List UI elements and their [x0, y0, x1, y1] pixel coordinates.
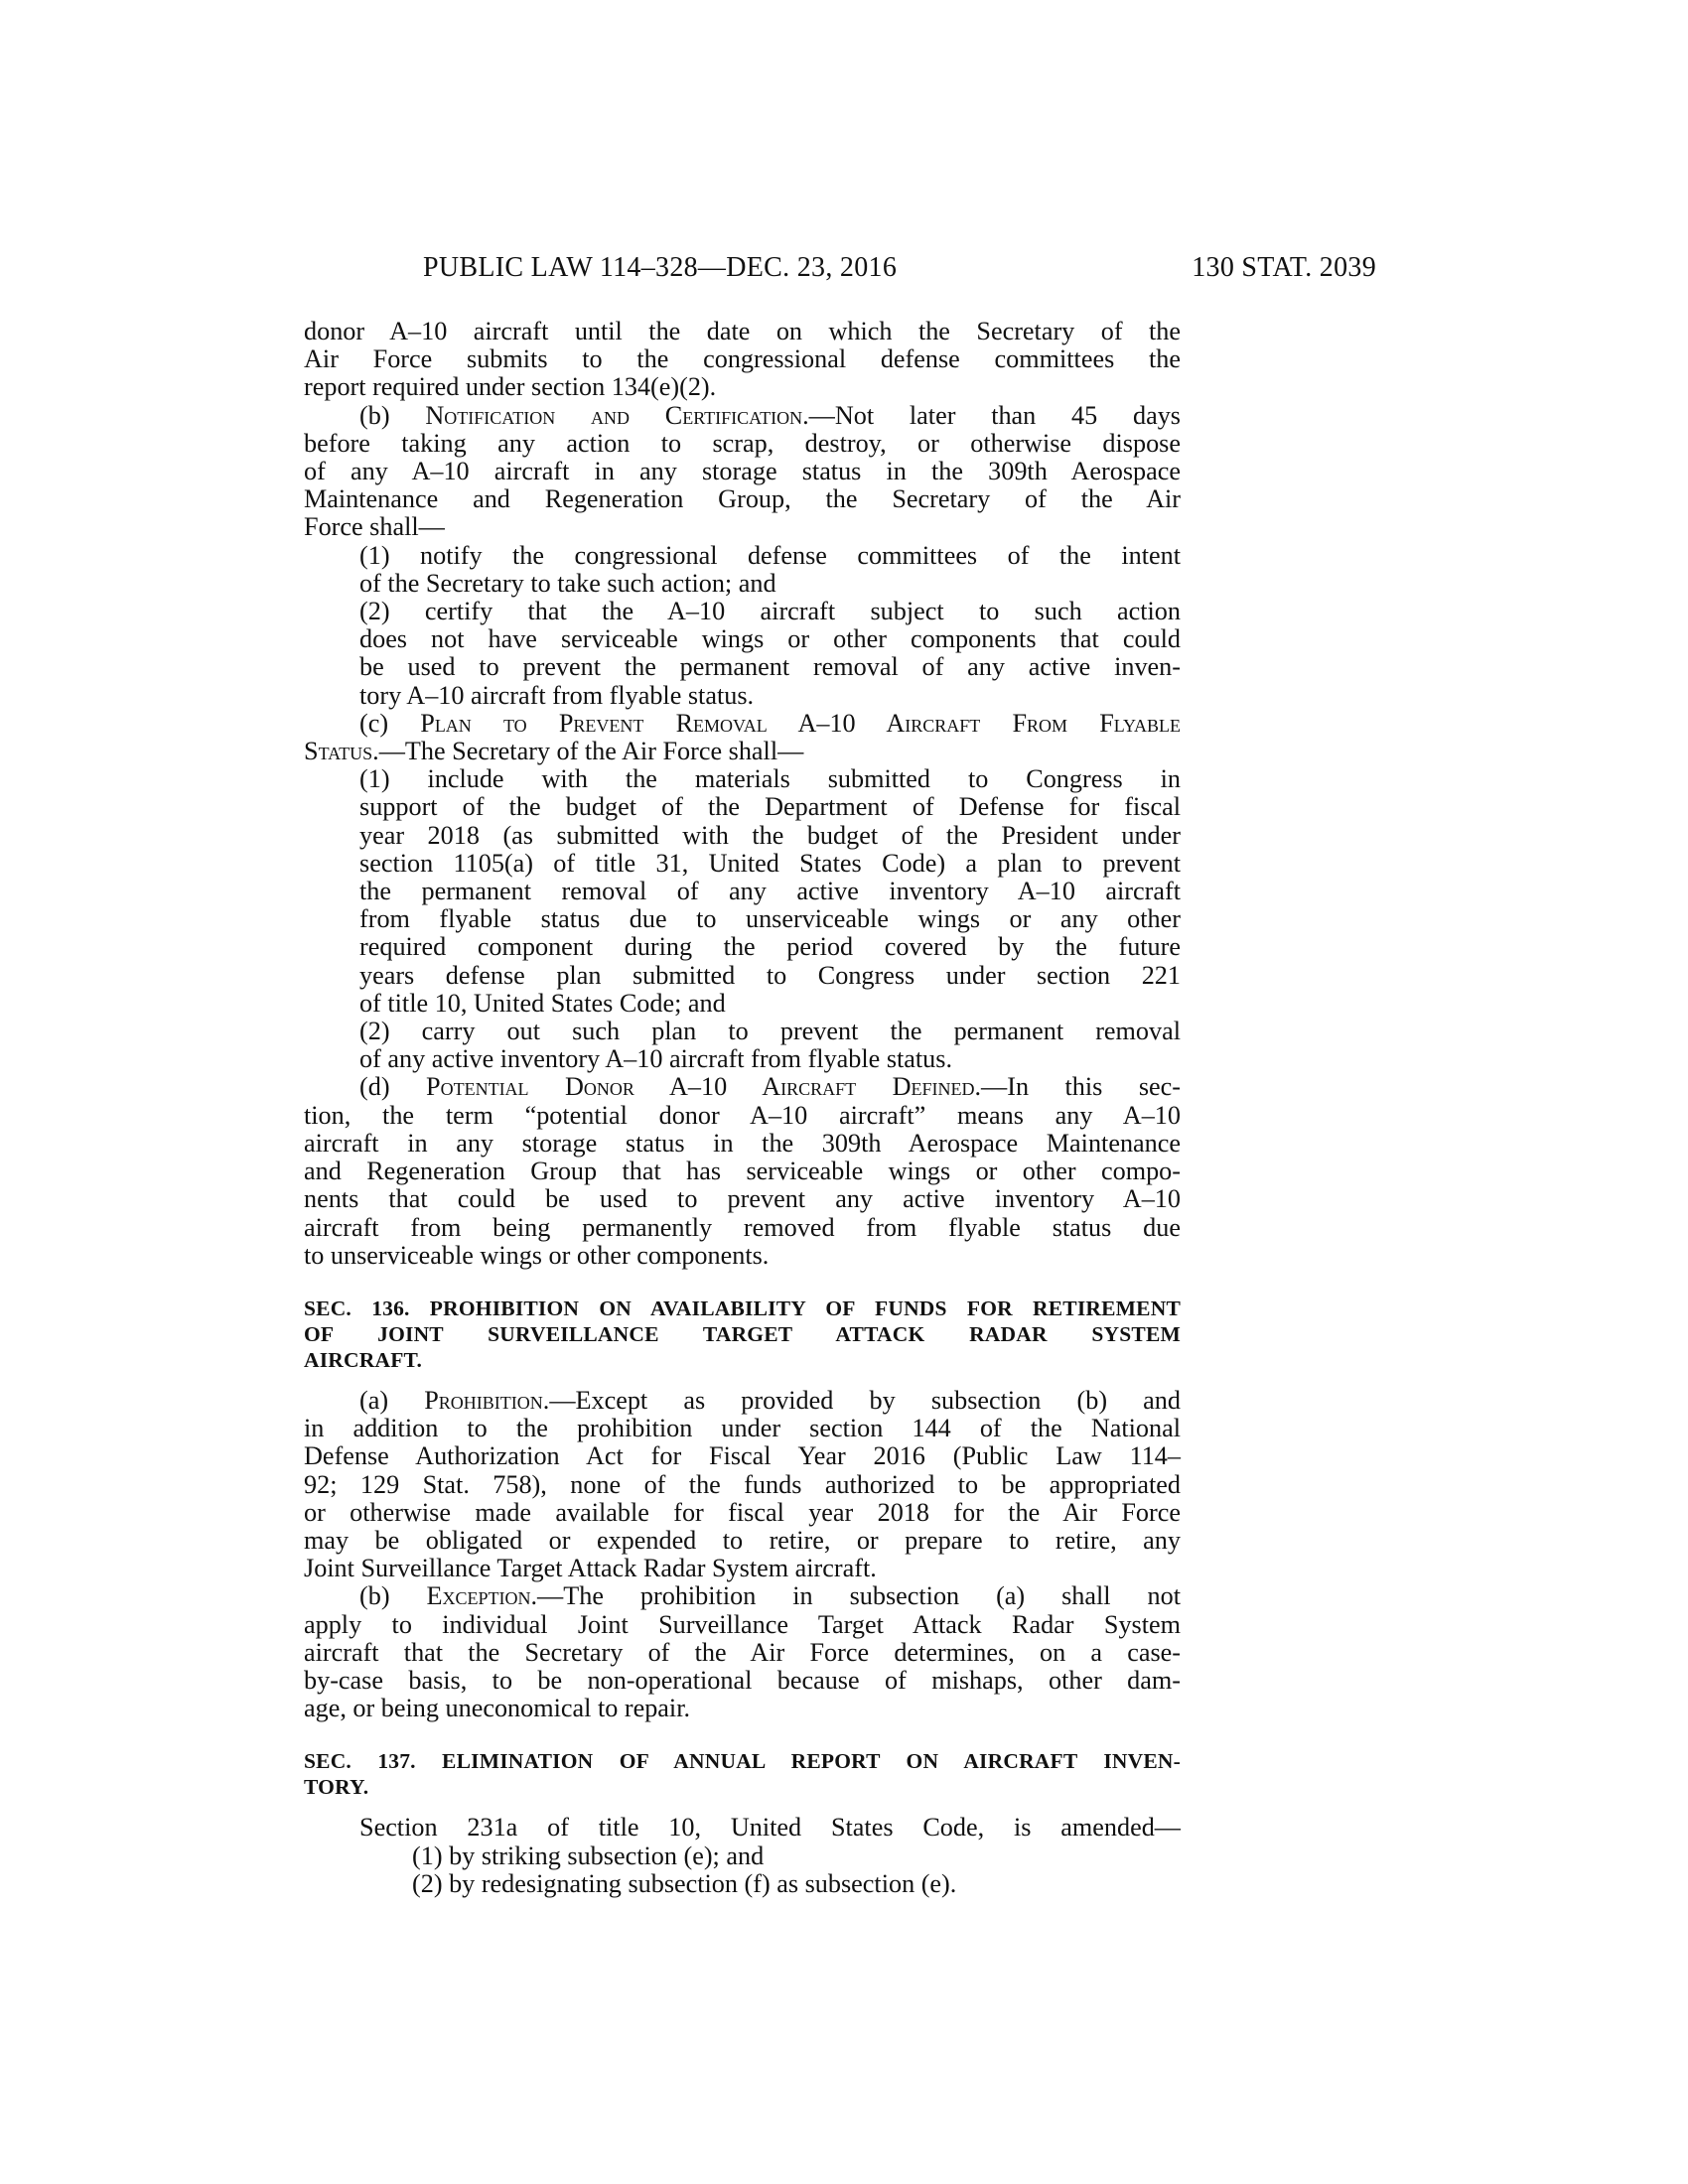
heading-line: SEC. 136. PROHIBITION ON AVAILABILITY OF FUNDS FOR RETIREMENT: [304, 1296, 1181, 1320]
text-line: by-case basis, to be non-operational because of mishaps, other dam-: [304, 1665, 1181, 1695]
subsection-c-plan: [304, 710, 1181, 1074]
text-line: report required under section 134(e)(2).: [304, 372, 717, 402]
heading-line: OF JOINT SURVEILLANCE TARGET ATTACK RADAR SYSTEM: [304, 1321, 1181, 1346]
text-line: [304, 1073, 1181, 1101]
text-line: of any active inventory A–10 aircraft from flyable status.: [359, 1044, 953, 1074]
text-line: aircraft from being permanently removed from flyable status due: [304, 1212, 1181, 1242]
text-line: the permanent removal of any active inventory A–10 aircraft: [359, 877, 1181, 906]
heading-line: TORY.: [304, 1775, 369, 1800]
paragraph-b1: [304, 542, 1181, 598]
section-137-body: [304, 1814, 1181, 1898]
subsection-heading: Prohibition: [424, 1385, 543, 1415]
text-line: of the Secretary to take such action; and: [359, 568, 776, 598]
text-line: Joint Surveillance Target Attack Radar System aircraft.: [304, 1554, 877, 1583]
section-136-heading: [304, 1296, 1181, 1373]
text-line: before taking any action to scrap, destroy, or otherwise dispose: [304, 428, 1181, 458]
text-line: in addition to the prohibition under section 144 of the National: [304, 1414, 1181, 1443]
text-run: .—In this sec-: [974, 1072, 1181, 1102]
text-line: [304, 710, 1181, 738]
text-line: aircraft that the Secretary of the Air Force determines, on a case-: [304, 1637, 1181, 1667]
heading-line: SEC. 137. ELIMINATION OF ANNUAL REPORT ON AIRCRAFT INVEN-: [304, 1749, 1181, 1774]
page-body: [304, 318, 1181, 1898]
subsection-heading: Plan to Prevent Removal A–10 Aircraft From Flyable: [420, 708, 1181, 738]
text-run: .—Except as provided by subsection (b) and: [542, 1385, 1181, 1415]
subsection-label: (b): [359, 1581, 427, 1611]
paragraph-b2: [304, 598, 1181, 710]
text-line: of any A–10 aircraft in any storage status in the 309th Aerospace: [304, 457, 1181, 486]
text-line: [304, 402, 1181, 430]
continuation-paragraph: [304, 318, 1181, 402]
text-line: Section 231a of title 10, United States Code, is amended—: [359, 1813, 1181, 1843]
text-line: apply to individual Joint Surveillance Target Attack Radar System: [304, 1609, 1181, 1639]
text-run: .—The Secretary of the Air Force shall—: [372, 737, 804, 766]
stat-page-number: 130 STAT. 2039: [1192, 252, 1376, 283]
text-line: Air Force submits to the congressional defense committees the: [304, 344, 1181, 374]
text-line: (1) notify the congressional defense committees of the intent: [359, 540, 1181, 570]
running-head: [423, 248, 1376, 288]
text-line: years defense plan submitted to Congress under section 221: [359, 960, 1181, 990]
section-136-subsection-a: [304, 1387, 1181, 1582]
text-line: nents that could be used to prevent any active inventory A–10: [304, 1184, 1181, 1214]
text-line: age, or being uneconomical to repair.: [304, 1694, 691, 1723]
text-line: tion, the term “potential donor A–10 aircraft” means any A–10: [304, 1100, 1181, 1130]
text-run: .—The prohibition in subsection (a) shall not: [530, 1581, 1181, 1611]
paragraph-c1: [304, 765, 1181, 1018]
text-line: or otherwise made available for fiscal year 2018 for the Air Force: [304, 1497, 1181, 1527]
text-run: .—Not later than 45 days: [802, 400, 1181, 430]
text-line: Maintenance and Regeneration Group, the Secretary of the Air: [304, 484, 1181, 514]
text-line: (1) by striking subsection (e); and: [412, 1841, 765, 1870]
subsection-label: (c): [359, 708, 421, 738]
text-line: (2) certify that the A–10 aircraft subject to such action: [359, 597, 1181, 626]
text-line: aircraft in any storage status in the 309th Aerospace Maintenance: [304, 1128, 1181, 1158]
text-line: 92; 129 Stat. 758), none of the funds authorized to be appropriated: [304, 1469, 1181, 1499]
subsection-heading-cont: Status: [304, 737, 373, 766]
text-line: (1) include with the materials submitted to Congress in: [359, 764, 1181, 794]
text-line: does not have serviceable wings or other components that could: [359, 624, 1181, 654]
text-line: (2) by redesignating subsection (f) as subsection (e).: [412, 1868, 957, 1898]
text-line: section 1105(a) of title 31, United States Code) a plan to prevent: [359, 848, 1181, 878]
subsection-d-definition: [304, 1073, 1181, 1269]
text-line: Defense Authorization Act for Fiscal Year 2016 (Public Law 114–: [304, 1441, 1181, 1471]
text-line: donor A–10 aircraft until the date on which the Secretary of the: [304, 317, 1181, 345]
text-line: support of the budget of the Department of Defense for fiscal: [359, 792, 1181, 822]
subsection-label: (a): [359, 1385, 425, 1415]
paragraph-c2: [304, 1018, 1181, 1073]
text-line: required component during the period covered by the future: [359, 932, 1181, 962]
subsection-b-notification: [304, 402, 1181, 710]
subsection-label: (d): [359, 1072, 427, 1102]
public-law-title: PUBLIC LAW 114–328—DEC. 23, 2016: [423, 252, 898, 283]
text-line: to unserviceable wings or other components.: [304, 1240, 770, 1270]
text-line: may be obligated or expended to retire, or prepare to retire, any: [304, 1525, 1181, 1555]
text-line: from flyable status due to unserviceable wings or any other: [359, 904, 1181, 934]
text-line: [304, 1582, 1181, 1610]
text-line: tory A–10 aircraft from flyable status.: [359, 680, 755, 710]
subsection-label: (b): [359, 400, 426, 430]
subsection-heading: Potential Donor A–10 Aircraft Defined: [426, 1072, 975, 1102]
subsection-heading: Notification and Certification: [425, 400, 803, 430]
text-line: and Regeneration Group that has serviceable wings or other compo-: [304, 1157, 1181, 1186]
text-line: Force shall—: [304, 512, 445, 542]
text-line: (2) carry out such plan to prevent the permanent removal: [359, 1017, 1181, 1046]
text-line: of title 10, United States Code; and: [359, 988, 726, 1018]
subsection-heading: Exception: [426, 1581, 531, 1611]
section-137-heading: [304, 1748, 1181, 1800]
heading-line: AIRCRAFT.: [304, 1347, 423, 1372]
text-line: year 2018 (as submitted with the budget of the President under: [359, 820, 1181, 850]
text-line: be used to prevent the permanent removal of any active inven-: [359, 652, 1181, 682]
text-line: [304, 738, 1181, 765]
text-line: [304, 1387, 1181, 1415]
section-136-subsection-b: [304, 1582, 1181, 1722]
